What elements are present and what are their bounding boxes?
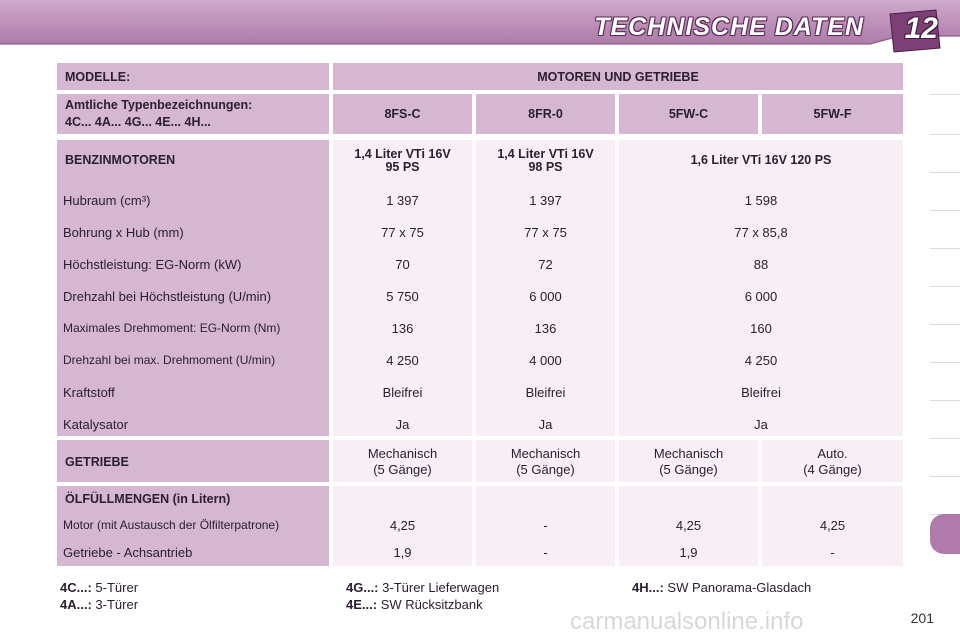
oel-label: ÖLFÜLLMENGEN (in Litern) (65, 492, 231, 506)
spec-row-label: Katalysator (63, 417, 129, 432)
spec-row-label: Drehzahl bei Höchstleistung (U/min) (63, 289, 272, 304)
getriebe-cell (762, 440, 903, 482)
footnote-text: 3-Türer Lieferwagen (382, 580, 500, 595)
footnote-code: 4E...: (346, 597, 378, 612)
oel-cell (476, 486, 615, 566)
footnote-code: 4A...: (60, 597, 92, 612)
benzin-label: BENZINMOTOREN (65, 153, 176, 167)
page-number: 201 (910, 610, 934, 626)
code-value: 5FW-C (668, 107, 709, 121)
motoren-label: MOTOREN UND GETRIEBE (537, 70, 699, 84)
spec-value: 72 (538, 257, 553, 272)
chapter-tab[interactable] (930, 64, 960, 95)
spec-row-label: Drehzahl bei max. Drehmoment (U/min) (63, 353, 276, 367)
spec-value: 77 x 75 (381, 225, 424, 240)
code-value: 8FS-C (384, 107, 421, 121)
motoren-cell (333, 63, 903, 90)
footnote (632, 580, 811, 595)
getriebe-type: Mechanisch (367, 446, 438, 461)
engine-power: 98 PS (528, 160, 563, 174)
spec-row-label: Hubraum (cm³) (63, 193, 151, 208)
spec-value: 70 (395, 257, 410, 272)
footnote (346, 580, 499, 595)
benzin-label-column (57, 140, 329, 436)
spec-value: 4 250 (386, 353, 419, 368)
spec-row-label: Maximales Drehmoment: EG-Norm (Nm) (63, 321, 281, 335)
oel-row-label: Getriebe - Achsantrieb (63, 545, 193, 560)
code-value: 5FW-F (813, 107, 852, 121)
spec-value: 77 x 85,8 (734, 225, 788, 240)
chapter-tab[interactable] (930, 142, 960, 173)
getriebe-gears: (5 Gänge) (659, 462, 718, 477)
oel-label-cell (57, 486, 329, 566)
oel-cell (762, 486, 903, 566)
modelle-label: MODELLE: (65, 70, 131, 84)
engine-name: 1,4 Liter VTi 16V (354, 147, 451, 161)
spec-value: 4 000 (529, 353, 562, 368)
chapter-tabs (930, 64, 960, 574)
spec-value: 6 000 (529, 289, 562, 304)
code-cell (476, 94, 615, 134)
oel-value: 4,25 (675, 518, 702, 533)
footnote-text: 5-Türer (95, 580, 139, 595)
chapter-tab[interactable] (930, 408, 960, 439)
spec-value: Ja (538, 417, 553, 432)
oel-value: 4,25 (389, 518, 416, 533)
oel-value: 4,25 (819, 518, 846, 533)
typ-label-line1: Amtliche Typenbezeichnungen: (65, 98, 253, 112)
modelle-cell (57, 63, 329, 90)
code-cell (762, 94, 903, 134)
oel-cell (333, 486, 472, 566)
oel-row-label: Motor (mit Austausch der Ölfilterpatrone) (63, 518, 280, 532)
oel-value: 1,9 (393, 545, 412, 560)
chapter-tab[interactable] (930, 446, 960, 477)
oel-value: 1,9 (679, 545, 698, 560)
oel-value: - (830, 545, 835, 560)
spec-value: 136 (534, 321, 557, 336)
spec-value: 5 750 (386, 289, 419, 304)
code-cell (619, 94, 758, 134)
code-value: 8FR-0 (528, 107, 563, 121)
spec-value: 6 000 (744, 289, 778, 304)
watermark: carmanualsonline.info (570, 608, 804, 635)
chapter-tab[interactable] (930, 180, 960, 211)
chapter-number: 12 (904, 12, 938, 45)
getriebe-type: Auto. (817, 446, 848, 461)
spec-value: 1 397 (386, 193, 419, 208)
getriebe-gears: (4 Gänge) (803, 462, 862, 477)
spec-row-label: Höchstleistung: EG-Norm (kW) (63, 257, 242, 272)
code-cell (333, 94, 472, 134)
spec-value: 1 598 (744, 193, 778, 208)
chapter-tab[interactable] (930, 484, 960, 515)
getriebe-label-cell (57, 440, 329, 482)
getriebe-type: Mechanisch (653, 446, 724, 461)
spec-value: 1 397 (529, 193, 562, 208)
chapter-tab[interactable] (930, 104, 960, 135)
engine-power: 95 PS (385, 160, 420, 174)
engine-column (476, 140, 615, 436)
chapter-tab[interactable] (930, 218, 960, 249)
footnote-code: 4C...: (60, 580, 92, 595)
spec-value: Bleifrei (741, 385, 781, 400)
chapter-tab[interactable] (930, 294, 960, 325)
chapter-tab[interactable] (930, 332, 960, 363)
oel-value: - (543, 518, 548, 533)
footnote-text: SW Rücksitzbank (380, 597, 483, 612)
spec-value: 88 (753, 257, 769, 272)
getriebe-cell (476, 440, 615, 482)
footnote (60, 580, 138, 595)
footnote (346, 597, 483, 612)
spec-value: Ja (754, 417, 768, 432)
spec-value: Ja (395, 417, 410, 432)
getriebe-label: GETRIEBE (65, 455, 129, 469)
engine-column (333, 140, 472, 436)
footnote-code: 4G...: (346, 580, 379, 595)
page-title: TECHNISCHE DATEN (594, 13, 864, 41)
getriebe-gears: (5 Gänge) (373, 462, 432, 477)
spec-value: 77 x 75 (524, 225, 567, 240)
engine-name: 1,6 Liter VTi 16V 120 PS (690, 153, 832, 167)
chapter-tab-active[interactable] (930, 514, 960, 554)
engine-column (619, 140, 903, 436)
spec-value: 4 250 (744, 353, 778, 368)
spec-value: 160 (750, 321, 772, 336)
oel-value: - (543, 545, 548, 560)
spec-row-label: Bohrung x Hub (mm) (63, 225, 184, 240)
spec-row-label: Kraftstoff (63, 385, 115, 400)
spec-value: Bleifrei (525, 385, 566, 400)
getriebe-cell (333, 440, 472, 482)
spec-value: 136 (391, 321, 414, 336)
getriebe-cell (619, 440, 758, 482)
typ-label-cell (57, 94, 329, 134)
footnote-text: 3-Türer (95, 597, 139, 612)
spec-value: Bleifrei (382, 385, 423, 400)
chapter-tab[interactable] (930, 370, 960, 401)
typ-label-line2: 4C... 4A... 4G... 4E... 4H... (65, 115, 211, 129)
footnote-code: 4H...: (632, 580, 664, 595)
oel-cell (619, 486, 758, 566)
chapter-tab[interactable] (930, 256, 960, 287)
getriebe-type: Mechanisch (510, 446, 581, 461)
footnote-text: SW Panorama-Glasdach (667, 580, 812, 595)
getriebe-gears: (5 Gänge) (516, 462, 575, 477)
engine-name: 1,4 Liter VTi 16V (497, 147, 594, 161)
footnote (60, 597, 138, 612)
